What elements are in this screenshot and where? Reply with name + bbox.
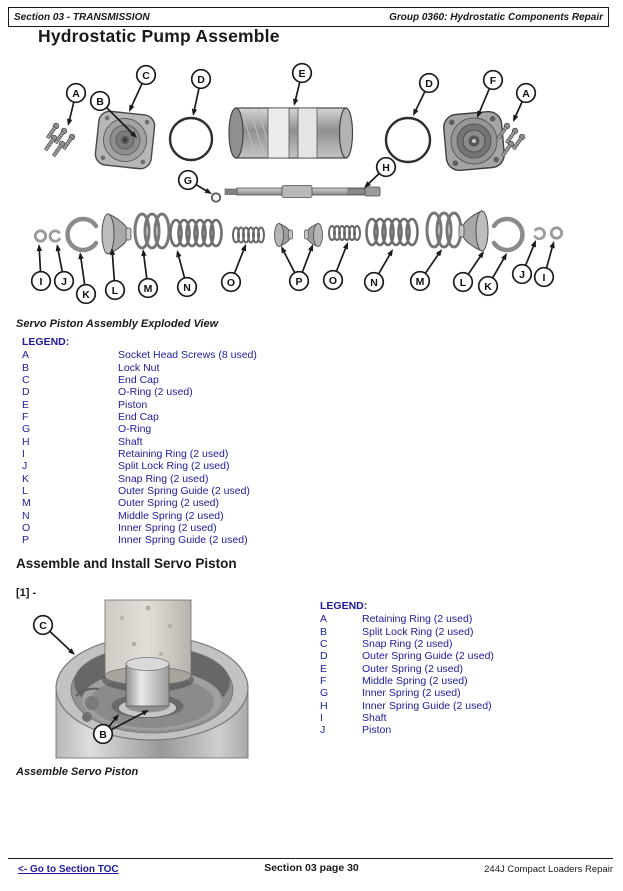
legend-desc: Outer Spring Guide (2 used) xyxy=(118,484,250,497)
legend-key: I xyxy=(22,447,25,460)
legend-row xyxy=(22,374,257,386)
callout-label: A xyxy=(72,87,80,100)
snap-ring-right xyxy=(494,219,522,250)
legend-desc: Snap Ring (2 used) xyxy=(118,472,209,485)
section-heading: Assemble and Install Servo Piston xyxy=(16,556,237,571)
legend-key: F xyxy=(320,674,327,687)
springs-group xyxy=(135,213,461,248)
footer-book-title: 244J Compact Loaders Repair xyxy=(484,864,613,875)
servo-piston-photo xyxy=(30,596,260,762)
split-lock-ring-left xyxy=(50,231,59,241)
step-label: [1] - xyxy=(16,587,37,599)
legend-key: L xyxy=(22,484,28,497)
callout-label: H xyxy=(382,161,390,174)
fig1-caption: Servo Piston Assembly Exploded View xyxy=(16,318,219,330)
legend-row xyxy=(22,361,257,373)
legend-row xyxy=(22,460,257,472)
callout-label: L xyxy=(459,276,467,289)
legend-key: O xyxy=(22,521,31,534)
snap-ring-left xyxy=(68,219,96,250)
legend-desc: Outer Spring Guide (2 used) xyxy=(362,650,494,663)
callout-label: P xyxy=(295,275,303,288)
legend-row xyxy=(320,724,494,736)
shaft-h xyxy=(225,186,380,198)
page-title: Hydrostatic Pump Assemble xyxy=(38,26,280,46)
footer-divider xyxy=(8,858,613,859)
legend-desc: O-Ring (2 used) xyxy=(118,386,193,399)
retaining-ring-left xyxy=(35,231,45,241)
legend-desc: Middle Spring (2 used) xyxy=(118,509,224,522)
legend-desc: Outer Spring (2 used) xyxy=(362,662,463,675)
legend-key: C xyxy=(320,637,328,650)
legend-rows xyxy=(320,613,494,736)
legend-desc: Outer Spring (2 used) xyxy=(118,497,219,510)
legend-row xyxy=(320,625,494,637)
legend-key: E xyxy=(22,398,30,411)
callout-label: O xyxy=(328,274,338,287)
legend-desc: Piston xyxy=(362,724,392,737)
footer-page-number: Section 03 page 30 xyxy=(264,862,359,874)
callout-label: I xyxy=(542,271,546,284)
callout-label: J xyxy=(61,275,67,288)
legend-key: A xyxy=(22,349,30,362)
legend-key: D xyxy=(320,650,328,663)
legend-key: K xyxy=(22,472,30,485)
photo-content xyxy=(56,600,248,758)
legend-desc: Inner Spring Guide (2 used) xyxy=(118,534,248,547)
callout-label: D xyxy=(425,77,433,90)
legend-key: N xyxy=(22,509,30,522)
callout-label: C xyxy=(39,619,47,632)
callout-label: N xyxy=(370,276,378,289)
callout-label: J xyxy=(519,268,525,281)
legend-desc: O-Ring xyxy=(118,423,152,436)
page-header xyxy=(8,7,609,27)
legend-rows xyxy=(22,349,257,547)
legend-desc: Lock Nut xyxy=(118,361,160,374)
legend-key: J xyxy=(22,460,28,473)
legend-desc: Split Lock Ring (2 used) xyxy=(118,460,230,473)
retaining-ring-right xyxy=(551,228,561,238)
legend-key: F xyxy=(22,410,29,423)
callout-label: M xyxy=(415,275,425,288)
legend-title: LEGEND: xyxy=(320,600,368,612)
legend-desc: Piston xyxy=(118,398,148,411)
legend-row xyxy=(22,472,257,484)
legend-key: C xyxy=(22,373,30,386)
o-ring-d-right xyxy=(386,118,430,162)
end-cap-f xyxy=(443,111,506,172)
callout-label: N xyxy=(183,281,191,294)
outer-spring-guide-right xyxy=(459,211,488,251)
split-lock-ring-right xyxy=(535,228,544,238)
legend-key: D xyxy=(22,386,30,399)
legend-row xyxy=(320,650,494,662)
legend-row xyxy=(22,386,257,398)
callout-label: D xyxy=(197,73,205,86)
legend-row xyxy=(320,675,494,687)
fig1-legend xyxy=(22,336,257,547)
legend-key: I xyxy=(320,711,323,724)
legend-row xyxy=(320,613,494,625)
legend-key: P xyxy=(22,534,30,547)
legend-desc: End Cap xyxy=(118,373,159,386)
legend-desc: Inner Spring (2 used) xyxy=(118,521,217,534)
callout-label: O xyxy=(226,276,236,289)
legend-row xyxy=(320,638,494,650)
legend-title: LEGEND: xyxy=(22,336,70,348)
legend-row xyxy=(320,687,494,699)
fig1-callouts xyxy=(32,64,555,304)
callout-label: C xyxy=(142,69,150,82)
inner-spring-guide-pair xyxy=(275,224,323,247)
callout-label: M xyxy=(143,282,153,295)
callout-label: F xyxy=(489,74,497,87)
header-group-label: Group 0360: Hydrostatic Components Repair xyxy=(389,11,603,23)
legend-desc: Inner Spring (2 used) xyxy=(362,687,461,700)
callout-label: L xyxy=(111,284,119,297)
legend-row xyxy=(320,662,494,674)
fig2-caption: Assemble Servo Piston xyxy=(16,766,139,778)
legend-key: B xyxy=(320,625,328,638)
callout-label: B xyxy=(96,95,104,108)
fig2-legend xyxy=(320,600,494,736)
go-to-section-toc-link[interactable]: <- Go to Section TOC xyxy=(18,864,119,875)
callout-label: K xyxy=(82,288,90,301)
legend-row xyxy=(320,699,494,711)
legend-desc: End Cap xyxy=(118,410,159,423)
legend-row xyxy=(22,534,257,546)
legend-desc: Middle Spring (2 used) xyxy=(362,674,468,687)
end-cap-c xyxy=(94,110,155,170)
legend-row xyxy=(320,712,494,724)
legend-row xyxy=(22,485,257,497)
legend-desc: Split Lock Ring (2 used) xyxy=(362,625,474,638)
legend-key: B xyxy=(22,361,30,374)
legend-key: M xyxy=(22,497,31,510)
legend-key: A xyxy=(320,613,328,626)
legend-desc: Snap Ring (2 used) xyxy=(362,637,453,650)
socket-head-screws-left xyxy=(43,122,76,157)
legend-row xyxy=(22,398,257,410)
legend-row xyxy=(22,411,257,423)
legend-desc: Retaining Ring (2 used) xyxy=(118,447,229,460)
legend-desc: Socket Head Screws (8 used) xyxy=(118,349,257,362)
legend-key: H xyxy=(22,435,30,448)
callout-label: I xyxy=(39,275,43,288)
callout-label: E xyxy=(298,67,306,80)
piston-e xyxy=(229,108,353,158)
o-ring-d-left xyxy=(170,118,212,160)
legend-row xyxy=(22,448,257,460)
callout-label: A xyxy=(522,87,530,100)
legend-desc: Shaft xyxy=(362,711,387,724)
header-section-label: Section 03 - TRANSMISSION xyxy=(14,11,150,23)
exploded-view-diagram xyxy=(30,60,590,310)
callout-label: G xyxy=(183,174,193,187)
legend-desc: Retaining Ring (2 used) xyxy=(362,613,473,626)
legend-key: G xyxy=(22,423,31,436)
o-ring-g xyxy=(212,193,220,201)
legend-key: G xyxy=(320,687,329,700)
outer-spring-guide-left xyxy=(102,214,131,254)
legend-row xyxy=(22,349,257,361)
legend-row xyxy=(22,423,257,435)
legend-key: H xyxy=(320,699,328,712)
callout-label: K xyxy=(484,280,492,293)
legend-key: E xyxy=(320,662,328,675)
callout-label: B xyxy=(99,728,107,741)
legend-row xyxy=(22,522,257,534)
legend-row xyxy=(22,509,257,521)
legend-key: J xyxy=(320,724,326,737)
legend-desc: Shaft xyxy=(118,435,143,448)
legend-desc: Inner Spring Guide (2 used) xyxy=(362,699,492,712)
legend-row xyxy=(22,497,257,509)
legend-row xyxy=(22,435,257,447)
